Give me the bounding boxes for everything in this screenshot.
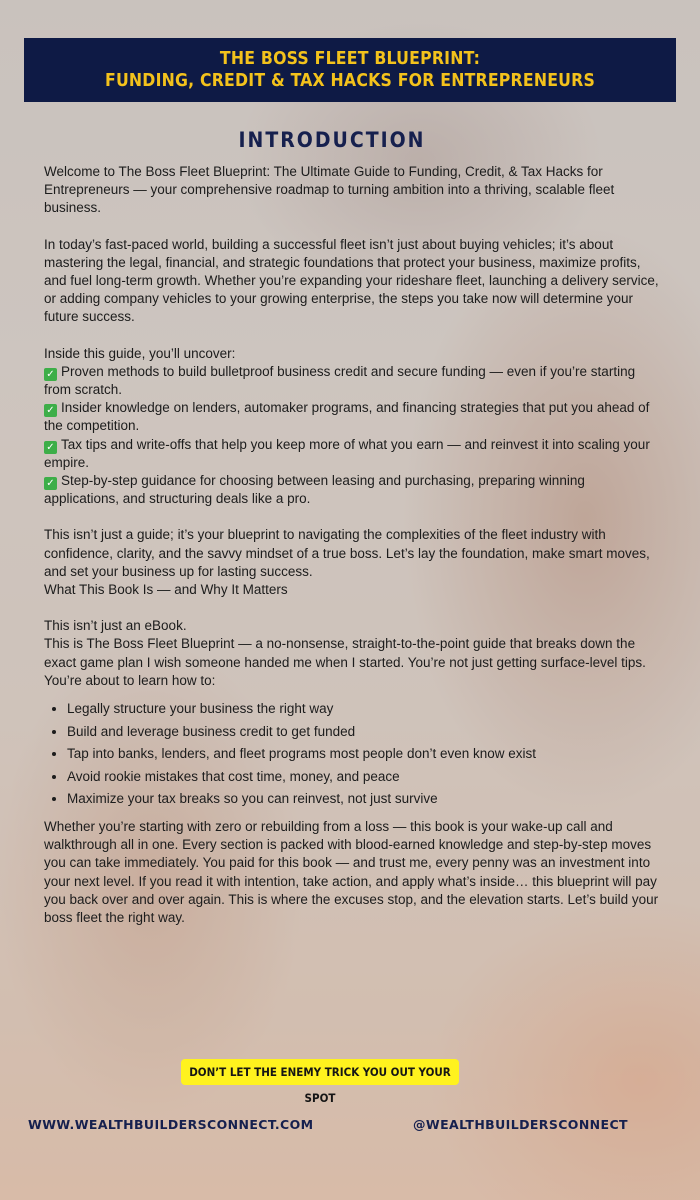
inside-intro: Inside this guide, you’ll uncover: [44,345,236,361]
check-item-text: Proven methods to build bulletproof business credit and secure funding — even if you’re starting from scratch. [44,363,636,398]
learn-list [44,700,659,808]
closing-paragraph: Whether you’re starting with zero or rebuilding from a loss — this book is your wake-up call and walkthrough all in one. Every section is packed with blood-earned knowledge and step-by-step moves you can take immediately. You paid for this book — and trust me, every penny was an investment into your next level. If you read it with intention, take action, and apply what’s inside… this blueprint will pay you back over and over again. This is where the excuses stop, and the elevation starts. Let’s build your boss fleet the right way. [44,819,659,926]
welcome-paragraph: Welcome to The Boss Fleet Blueprint: The Ultimate Guide to Funding, Credit, & Tax Hacks for Entrepreneurs — your comprehensive roadmap to turning ambition into a thriving, scalable fleet business. [44,164,615,216]
check-item [44,363,659,399]
check-icon: ✓ [44,441,57,454]
check-icon: ✓ [44,404,57,417]
list-item: • Maximize your tax breaks so you can reinvest, not just survive [67,790,659,808]
title-banner [24,38,676,102]
today-paragraph: In today’s fast-paced world, building a successful fleet isn’t just about buying vehicles; it’s about mastering the legal, financial, and strategic foundations that protect your business, maximize profits, and fuel long-term growth. Whether you’re expanding your rideshare fleet, launching a delivery service, or adding company vehicles to your growing enterprise, the steps you take now will determine your future success. [44,236,659,325]
check-icon: ✓ [44,368,57,381]
blueprint-paragraph: This isn’t just a guide; it’s your blueprint to navigating the complexities of the fleet industry with confidence, clarity, and the savvy mindset of a true boss. Let’s lay the foundation, make smart moves, and set your business up for lasting success. [44,527,650,579]
check-item [44,399,659,435]
footer-website-link[interactable]: WWW.WEALTHBUILDERSCONNECT.COM [28,1117,314,1132]
list-item: • Tap into banks, lenders, and fleet programs most people don’t even know exist [67,745,659,763]
section-title: INTRODUCTION [238,128,426,152]
tagline-badge: DON’T LET THE ENEMY TRICK YOU OUT YOUR SPOT [181,1059,459,1085]
body-content [44,163,659,927]
what-this-book-is-heading: What This Book Is — and Why It Matters [44,582,288,598]
footer-social-handle[interactable]: @WEALTHBUILDERSCONNECT [413,1117,628,1132]
check-item [44,472,659,508]
list-item: • Avoid rookie mistakes that cost time, money, and peace [67,768,659,786]
banner-title-line-1: THE BOSS FLEET BLUEPRINT: [219,49,481,69]
banner-title-line-2: FUNDING, CREDIT & TAX HACKS FOR ENTREPRENEURS [104,71,595,91]
check-item-text: Step-by-step guidance for choosing between leasing and purchasing, preparing winning applications, and structuring deals like a pro. [44,473,585,507]
list-item: • Legally structure your business the right way [67,700,659,718]
check-item-text: Insider knowledge on lenders, automaker programs, and financing strategies that put you ahead of the competition. [44,400,650,434]
this-is-paragraph: This is The Boss Fleet Blueprint — a no-nonsense, straight-to-the-point guide that breaks down the exact game plan I wish someone handed me when I started. You’re not just getting surface-level tips. You’re about to learn how to: [44,636,646,688]
check-item-text: Tax tips and write-offs that help you keep more of what you earn — and reinvest it into scaling your empire. [44,436,650,470]
check-icon: ✓ [44,477,57,490]
not-ebook-line: This isn’t just an eBook. [44,618,187,634]
list-item: • Build and leverage business credit to get funded [67,723,659,741]
check-item [44,436,659,472]
